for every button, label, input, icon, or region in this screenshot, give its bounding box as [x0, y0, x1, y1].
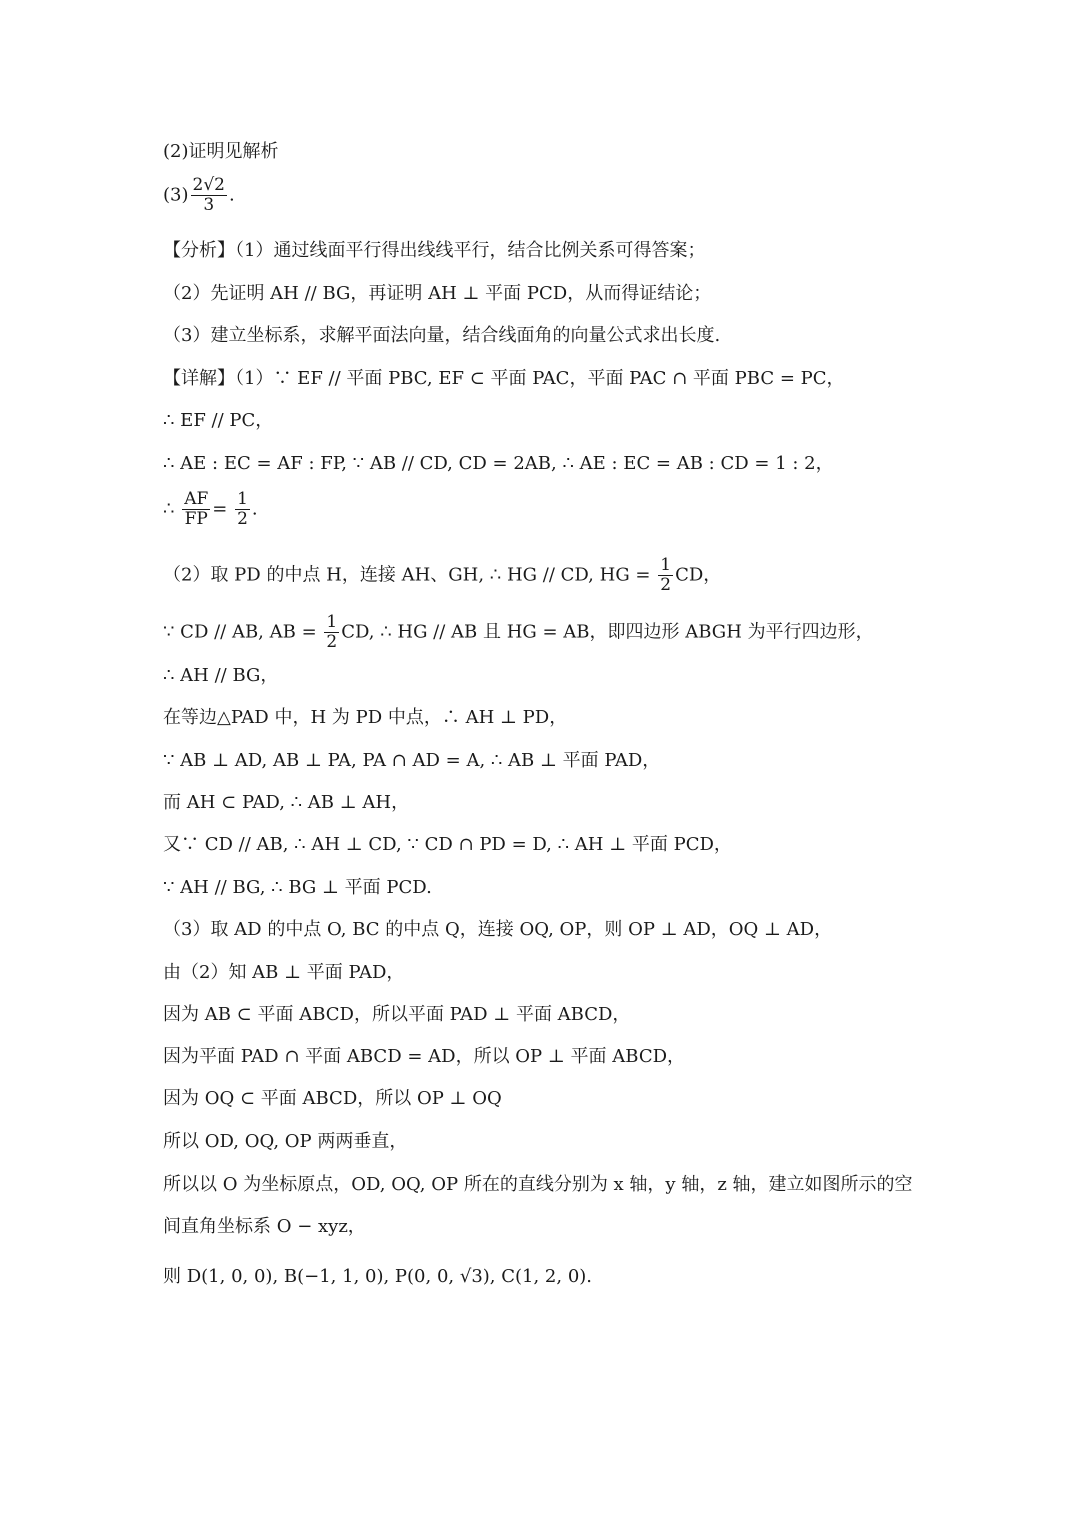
- fraction-denominator: 2: [326, 632, 338, 652]
- solution-line: 所以 OD, OQ, OP 两两垂直，: [163, 1131, 408, 1152]
- answer-part-3-suffix: .: [228, 184, 235, 206]
- solution-line: 又∵ CD // AB, ∴ AH ⊥ CD, ∵ CD ∩ PD = D, ∴ AH ⊥ 平面 PCD，: [163, 834, 732, 855]
- solution-line: 在等边△PAD 中，H 为 PD 中点，∴ AH ⊥ PD，: [163, 707, 568, 728]
- solution-line: 由（2）知 AB ⊥ 平面 PAD，: [163, 962, 405, 983]
- fraction: [182, 490, 210, 529]
- fraction: [191, 176, 227, 215]
- solution-line: ∵ AH // BG, ∴ BG ⊥ 平面 PCD.: [163, 877, 432, 898]
- line-suffix: .: [251, 498, 258, 520]
- answer-part-3: [163, 176, 235, 215]
- solution-line: [163, 556, 721, 595]
- solution-line: 因为 AB ⊂ 平面 ABCD，所以平面 PAD ⊥ 平面 ABCD，: [163, 1004, 631, 1025]
- line-suffix: CD，: [675, 564, 722, 586]
- line-prefix: （2）取 PD 的中点 H，连接 AH、GH, ∴ HG // CD, HG =: [163, 564, 657, 586]
- solution-ratio-line: [163, 490, 258, 529]
- solution-heading-line: 【详解】（1）∵ EF // 平面 PBC, EF ⊂ 平面 PAC，平面 PAC ∩ 平面 PBC = PC，: [163, 368, 845, 389]
- answer-part-3-prefix: (3): [163, 184, 189, 206]
- coordinates-line: 则 D(1, 0, 0), B(−1, 1, 0), P(0, 0, √3), C(1, 2, 0).: [163, 1266, 593, 1287]
- fraction-numerator: 1: [660, 555, 672, 575]
- line-middle: =: [212, 498, 234, 520]
- fraction-numerator: 1: [326, 612, 338, 632]
- solution-line: （3）取 AD 的中点 O, BC 的中点 Q，连接 OQ, OP，则 OP ⊥ AD，OQ ⊥ AD，: [163, 919, 833, 940]
- fraction-denominator: FP: [184, 509, 208, 529]
- fraction-numerator: 2√2: [192, 175, 225, 195]
- solution-line: 所以以 O 为坐标原点，OD, OQ, OP 所在的直线分别为 x 轴，y 轴，z 轴，建立如图所示的空: [163, 1174, 913, 1195]
- solution-line: ∵ AB ⊥ AD, AB ⊥ PA, PA ∩ AD = A, ∴ AB ⊥ 平面 PAD，: [163, 750, 661, 771]
- line-prefix: ∵ CD // AB, AB =: [163, 621, 323, 643]
- fraction-denominator: 3: [203, 195, 215, 215]
- fraction: [235, 490, 250, 529]
- fraction-denominator: 2: [237, 509, 248, 529]
- fraction-denominator: 2: [660, 575, 672, 595]
- line-prefix: ∴: [163, 498, 181, 520]
- solution-line: 因为 OQ ⊂ 平面 ABCD，所以 OP ⊥ OQ: [163, 1088, 502, 1109]
- analysis-heading-line: 【分析】（1）通过线面平行得出线线平行，结合比例关系可得答案；: [163, 240, 706, 261]
- solution-line: ∴ EF // PC，: [163, 410, 274, 431]
- fraction: [324, 613, 339, 652]
- solution-line: 而 AH ⊂ PAD, ∴ AB ⊥ AH，: [163, 792, 410, 813]
- fraction-numerator: 1: [237, 489, 248, 509]
- analysis-step-3: （3）建立坐标系，求解平面法向量，结合线面角的向量公式求出长度.: [163, 325, 721, 346]
- solution-line: ∴ AE : EC = AF : FP, ∵ AB // CD, CD = 2AB, ∴ AE : EC = AB : CD = 1 : 2，: [163, 453, 834, 474]
- solution-line: [163, 613, 874, 652]
- fraction: [658, 556, 673, 595]
- fraction-numerator: AF: [184, 489, 209, 509]
- line-suffix: CD, ∴ HG // AB 且 HG = AB，即四边形 ABGH 为平行四边形，: [341, 621, 874, 643]
- solution-line: 因为平面 PAD ∩ 平面 ABCD = AD，所以 OP ⊥ 平面 ABCD，: [163, 1046, 686, 1067]
- solution-line: ∴ AH // BG，: [163, 665, 279, 686]
- analysis-step-2: （2）先证明 AH // BG，再证明 AH ⊥ 平面 PCD，从而得证结论；: [163, 283, 712, 304]
- answer-part-2: (2)证明见解析: [163, 141, 279, 162]
- solution-line: 间直角坐标系 O − xyz，: [163, 1216, 366, 1237]
